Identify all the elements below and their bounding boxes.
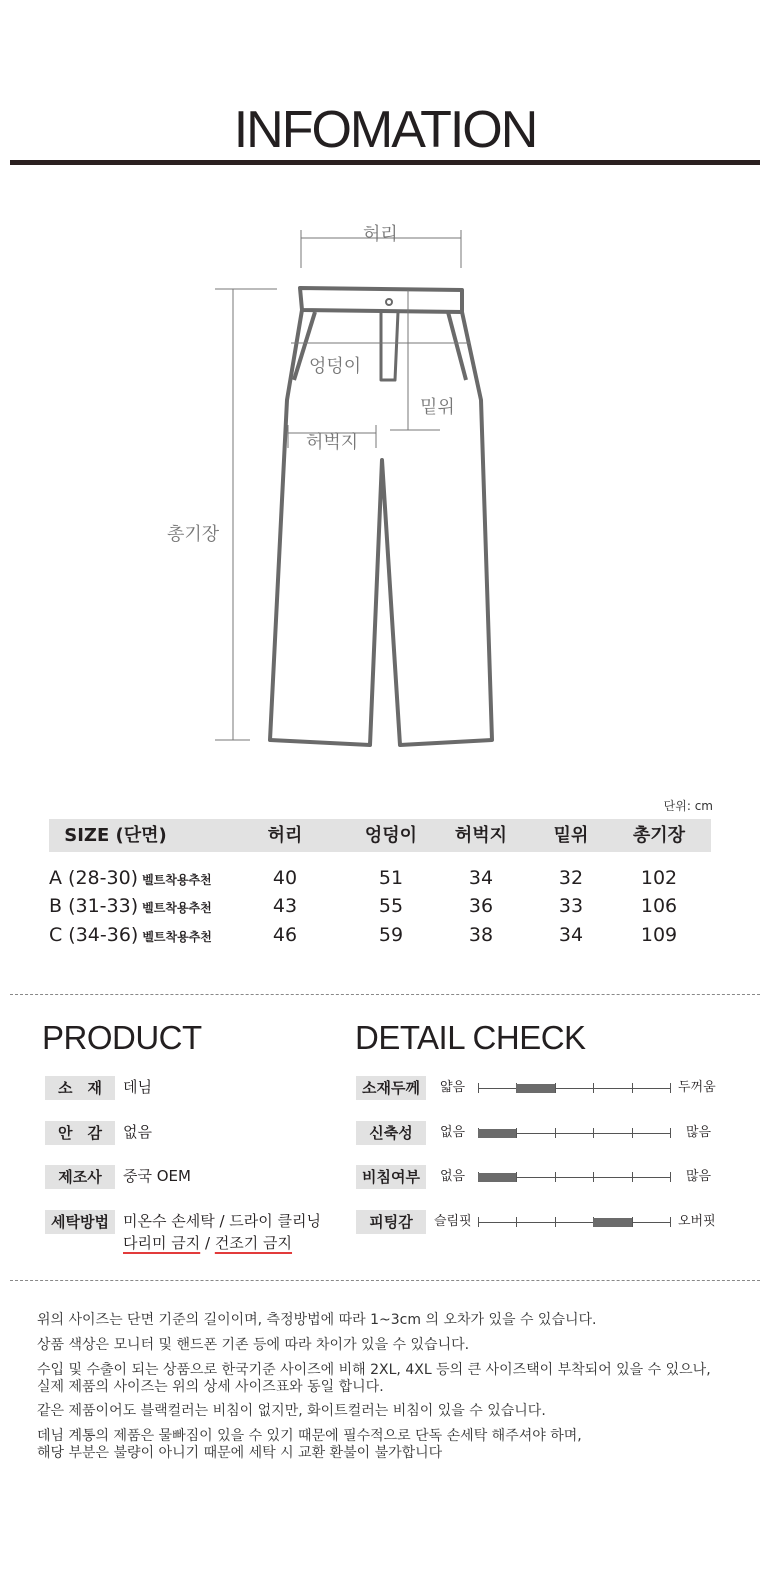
stretch-tag: 신축성 — [356, 1121, 426, 1145]
scale-tick — [478, 1217, 479, 1227]
note-line: 상품 색상은 모니터 및 핸드폰 기존 등에 따라 차이가 있을 수 있습니다. — [37, 1337, 470, 1353]
no-iron-text: 다리미 금지 — [123, 1234, 201, 1252]
stretch-max: 많음 — [686, 1125, 712, 1140]
note-line: 같은 제품이어도 블랙컬러는 비침이 없지만, 화이트컬러는 비침이 있을 수 있습니다. — [37, 1403, 546, 1419]
page-title: INFOMATION — [233, 101, 537, 159]
scale-tick — [632, 1217, 633, 1227]
material-tag: 소 재 — [45, 1076, 115, 1100]
fit-max: 오버핏 — [678, 1214, 716, 1229]
no-dryer-text: 건조기 금지 — [214, 1234, 293, 1252]
header-thigh: 허벅지 — [454, 825, 508, 846]
washing-warning — [123, 1232, 292, 1254]
scale-tick — [555, 1128, 556, 1138]
sheerness-max: 많음 — [686, 1169, 712, 1184]
scale-tick — [516, 1128, 517, 1138]
length-cell: 109 — [640, 924, 678, 946]
product-title: PRODUCT — [42, 1019, 202, 1056]
thigh-cell: 34 — [468, 867, 494, 889]
lining-value: 없음 — [123, 1123, 152, 1141]
thigh-cell: 36 — [468, 895, 494, 917]
scale-tick — [632, 1172, 633, 1182]
table-row — [49, 921, 711, 949]
rise-cell: 33 — [558, 895, 584, 917]
thickness-scale — [478, 1088, 670, 1089]
scale-tick — [555, 1217, 556, 1227]
pants-illustration — [0, 200, 770, 780]
table-row — [49, 892, 711, 920]
sheerness-min: 없음 — [440, 1169, 466, 1184]
waist-cell: 40 — [272, 867, 298, 889]
hip-label: 엉덩이 — [309, 356, 362, 377]
hip-cell: 51 — [378, 867, 404, 889]
scale-tick — [670, 1172, 671, 1182]
scale-tick — [670, 1217, 671, 1227]
size-cell — [49, 892, 212, 920]
detail-check-title: DETAIL CHECK — [355, 1019, 586, 1056]
size-name: A (28-30) — [49, 867, 139, 889]
thigh-cell: 38 — [468, 924, 494, 946]
thickness-min: 얇음 — [440, 1080, 466, 1095]
separator: / — [200, 1234, 215, 1252]
thigh-label: 허벅지 — [306, 432, 359, 453]
size-name: B (31-33) — [49, 895, 139, 917]
length-label: 총기장 — [167, 524, 220, 545]
waist-cell: 46 — [272, 924, 298, 946]
length-cell: 102 — [640, 867, 678, 889]
rise-cell: 34 — [558, 924, 584, 946]
scale-level-marker — [593, 1218, 631, 1227]
fit-scale — [478, 1222, 670, 1223]
scale-tick — [555, 1172, 556, 1182]
hip-cell: 59 — [378, 924, 404, 946]
washing-tag: 세탁방법 — [45, 1210, 115, 1234]
pants-measurement-diagram — [0, 200, 770, 780]
washing-value: 미온수 손세탁 / 드라이 클리닝 — [123, 1212, 322, 1230]
table-row — [49, 864, 711, 892]
size-note: 벨트착용추천 — [142, 873, 212, 887]
note-line: 해당 부분은 불량이 아니기 때문에 세탁 시 교환 환불이 불가합니다 — [37, 1445, 443, 1461]
manufacturer-tag: 제조사 — [45, 1165, 115, 1189]
scale-level-marker — [478, 1173, 516, 1182]
size-note: 벨트착용추천 — [142, 901, 212, 915]
length-cell: 106 — [640, 895, 678, 917]
dashed-divider — [10, 1280, 760, 1281]
sheerness-scale — [478, 1177, 670, 1178]
scale-tick — [632, 1128, 633, 1138]
fit-tag: 피팅감 — [356, 1210, 426, 1234]
scale-tick — [670, 1083, 671, 1093]
manufacturer-value: 중국 OEM — [123, 1167, 191, 1185]
material-value: 데님 — [123, 1078, 152, 1096]
size-name: C (34-36) — [49, 924, 139, 946]
scale-tick — [516, 1172, 517, 1182]
header-rise: 밑위 — [553, 825, 589, 846]
scale-tick — [555, 1083, 556, 1093]
waist-cell: 43 — [272, 895, 298, 917]
stretch-scale — [478, 1133, 670, 1134]
stretch-min: 없음 — [440, 1125, 466, 1140]
size-table-header — [49, 819, 711, 852]
scale-tick — [632, 1083, 633, 1093]
scale-tick — [593, 1172, 594, 1182]
lining-tag: 안 감 — [45, 1121, 115, 1145]
scale-level-marker — [516, 1084, 554, 1093]
note-line: 수입 및 수출이 되는 상품으로 한국기준 사이즈에 비해 2XL, 4XL 등의 큰 사이즈택이 부착되어 있을 수 있으나, — [37, 1362, 711, 1378]
rise-label: 밑위 — [420, 397, 455, 418]
scale-tick — [593, 1083, 594, 1093]
hip-cell: 55 — [378, 895, 404, 917]
scale-tick — [670, 1128, 671, 1138]
note-line: 데님 계통의 제품은 물빠짐이 있을 수 있기 때문에 필수적으로 단독 손세탁 해주셔야 하며, — [37, 1428, 582, 1444]
sheerness-tag: 비침여부 — [356, 1165, 426, 1189]
size-cell — [49, 921, 212, 949]
scale-level-marker — [478, 1129, 516, 1138]
size-note: 벨트착용추천 — [142, 930, 212, 944]
note-line: 위의 사이즈는 단면 기준의 길이이며, 측정방법에 따라 1~3cm 의 오차가 있을 수 있습니다. — [37, 1312, 597, 1328]
waist-label: 허리 — [363, 224, 398, 245]
size-cell — [49, 864, 212, 892]
scale-tick — [478, 1083, 479, 1093]
header-hip: 엉덩이 — [364, 825, 418, 846]
thickness-tag: 소재두께 — [356, 1076, 426, 1100]
thickness-max: 두꺼움 — [678, 1080, 716, 1095]
header-size: SIZE (단면) — [64, 825, 167, 846]
header-waist: 허리 — [267, 825, 303, 846]
rise-cell: 32 — [558, 867, 584, 889]
scale-tick — [593, 1128, 594, 1138]
fit-min: 슬림핏 — [434, 1214, 472, 1229]
header-length: 총기장 — [632, 825, 686, 846]
dashed-divider — [10, 994, 760, 995]
scale-tick — [516, 1217, 517, 1227]
title-divider — [10, 160, 760, 165]
note-line: 실제 제품의 사이즈는 위의 상세 사이즈표와 동일 합니다. — [37, 1379, 384, 1395]
unit-label: 단위: cm — [663, 799, 713, 813]
